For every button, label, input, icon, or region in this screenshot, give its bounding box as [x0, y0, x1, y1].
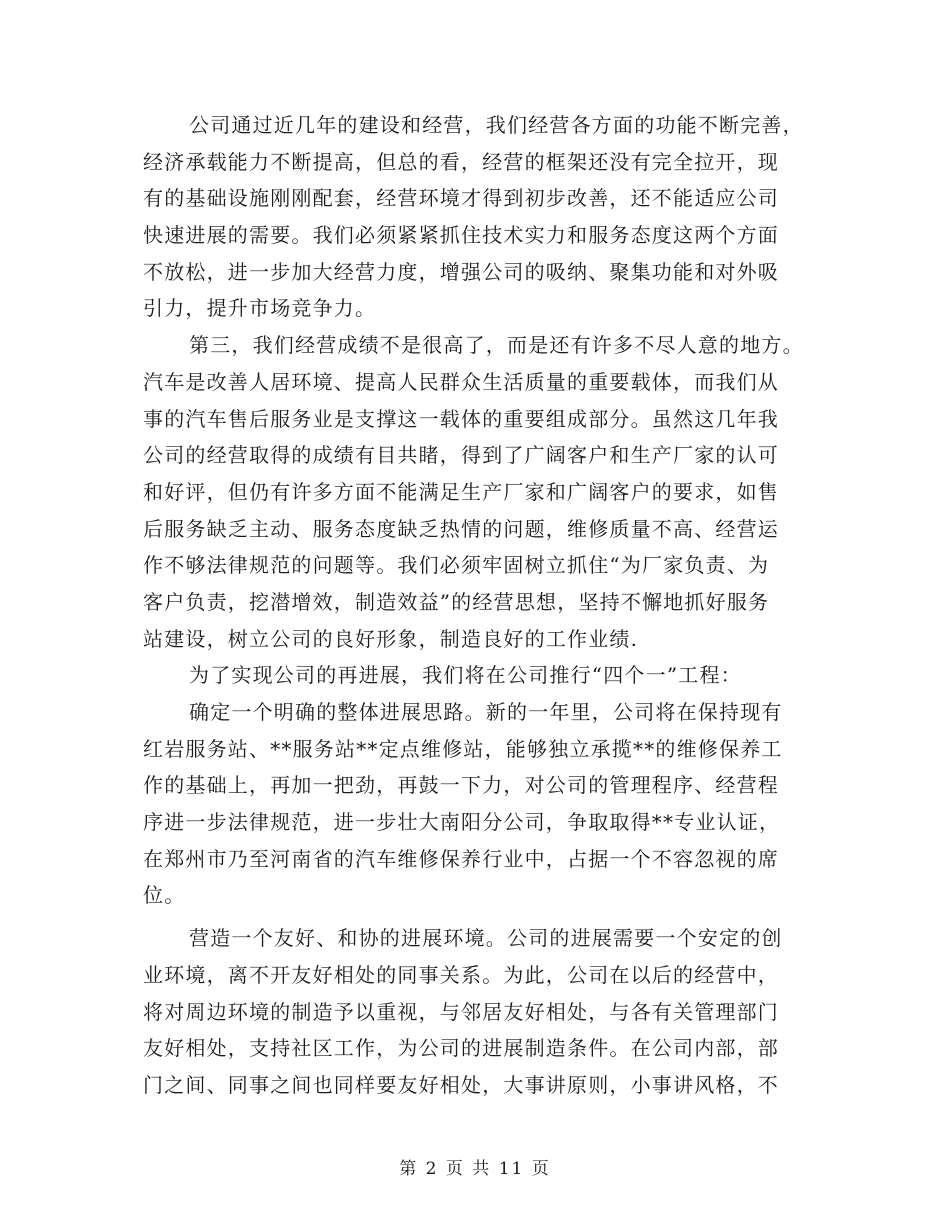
- text-line: 确定一个明确的整体进展思路。新的一年里，公司将在保持现有: [189, 700, 783, 724]
- text-line: 经济承载能力不断提高，但总的看，经营的框架还没有完全拉开，现: [143, 149, 779, 174]
- text-line: 站建设，树立公司的良好形象，制造良好的工作业绩.: [143, 626, 639, 651]
- paragraph-5: [143, 920, 808, 1103]
- text-line: 在郑州市乃至河南省的汽车维修保养行业中，占据一个不容忽视的席: [143, 846, 779, 871]
- text-line: 为了实现公司的再进展，我们将在公司推行“四个一”工程：: [189, 663, 742, 688]
- text-line: 有的基础设施刚刚配套，经营环境才得到初步改善，还不能适应公司: [143, 186, 779, 211]
- text-line: 业环境，离不开友好相处的同事关系。为此，公司在以后的经营中，: [143, 962, 779, 987]
- text-line: 营造一个友好、和协的进展环境。公司的进展需要一个安定的创: [189, 926, 783, 951]
- text-line: 事的汽车售后服务业是支撑这一载体的重要组成部分。虽然这几年我: [143, 406, 779, 431]
- text-line: 公司通过近几年的建设和经营，我们经营各方面的功能不断完善，: [189, 113, 804, 137]
- paragraph-3: [143, 657, 808, 694]
- text-line: 友好相处，支持社区工作，为公司的进展制造条件。在公司内部，部: [143, 1036, 779, 1061]
- paragraph-2: [143, 327, 808, 657]
- page-number-footer: 第 2 页 共 11 页: [399, 1159, 551, 1179]
- text-line: 不放松，进一步加大经营力度，增强公司的吸纳、聚集功能和对外吸: [143, 259, 779, 284]
- text-line: 第三，我们经营成绩不是很高了，而是还有许多不尽人意的地方。: [189, 333, 804, 358]
- text-line: 将对周边环境的制造予以重视，与邻居友好相处，与各有关管理部门: [143, 999, 779, 1024]
- text-line: 位。: [143, 883, 186, 908]
- text-line: 公司的经营取得的成绩有目共睹，得到了广阔客户和生产厂家的认可: [143, 443, 779, 468]
- text-line: 门之间、同事之间也同样要友好相处，大事讲原则，小事讲风格，不: [143, 1072, 779, 1097]
- paragraph-1: [143, 107, 808, 327]
- text-line: 和好评，但仍有许多方面不能满足生产厂家和广阔客户的要求，如售: [143, 479, 779, 504]
- text-line: 红岩服务站、**服务站**定点维修站，能够独立承揽**的维修保养工: [143, 736, 783, 761]
- text-line: 快速进展的需要。我们必须紧紧抓住技术实力和服务态度这两个方面: [143, 223, 779, 248]
- text-line: 作不够法律规范的问题等。我们必须牢固树立抓住“为厂家负责、为: [143, 553, 770, 578]
- document-body: [143, 107, 808, 1104]
- paragraph-4: [143, 694, 808, 914]
- text-line: 客户负责，挖潜增效，制造效益”的经营思想，坚持不懈地抓好服务: [143, 589, 770, 614]
- text-line: 后服务缺乏主动、服务态度缺乏热情的问题，维修质量不高、经营运: [143, 516, 779, 541]
- text-line: 序进一步法律规范，进一步壮大南阳分公司，争取取得**专业认证，: [143, 810, 781, 835]
- text-line: 汽车是改善人居环境、提高人民群众生活质量的重要载体，而我们从: [143, 369, 779, 394]
- text-line: 引力，提升市场竞争力。: [143, 296, 377, 321]
- text-line: 作的基础上，再加一把劲，再鼓一下力，对公司的管理程序、经营程: [143, 773, 779, 798]
